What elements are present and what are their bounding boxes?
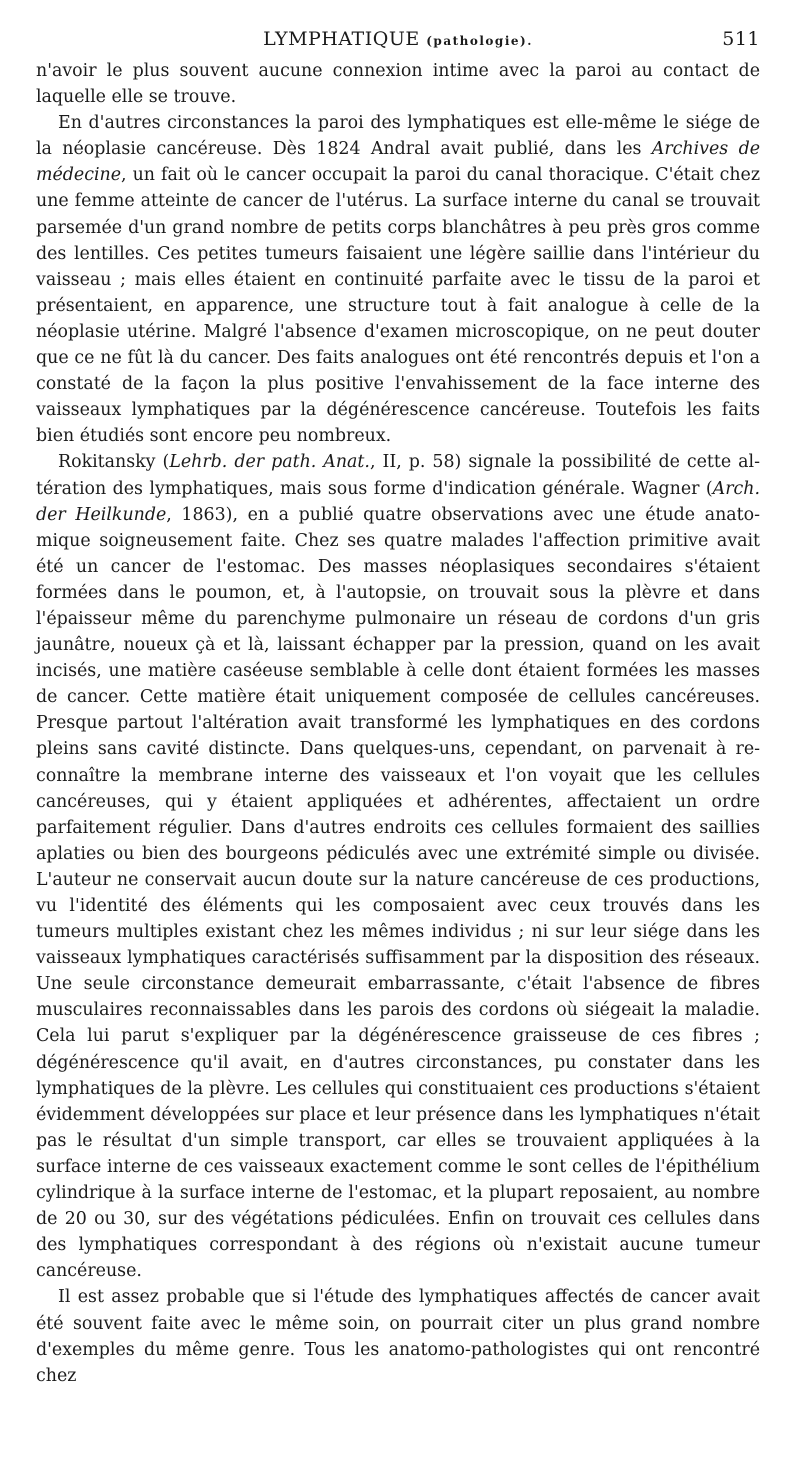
running-title: [36, 28, 760, 50]
book-page: [36, 28, 760, 1389]
text-run: Il est assez probable que si l'étude des lymphatiques affectés de cancer avait été souvent faite avec le même soin, on pourrait citer un plus grand nombre d'exemples du même genre. Tous les anatomo-pathologistes qui ont rencontré chez: [36, 1287, 760, 1386]
header-title: LYMPHATIQUE: [263, 28, 420, 50]
paragraph: [36, 110, 760, 449]
text-run: n'avoir le plus souvent aucune connexion intime avec la paroi au contact de laquelle elle se trouve.: [36, 61, 760, 108]
text-run: Rokitansky (: [58, 452, 170, 473]
italic-citation: Arch. der Heilkunde: [36, 478, 760, 525]
paragraph: [36, 449, 760, 1284]
italic-citation: Lehrb. der path. Anat.: [169, 452, 370, 473]
italic-citation: Archives de médecine: [36, 139, 760, 186]
text-run: , II, p. 58) signale la possibilité de cette altération des lymphatiques, mais sous forme d'indication générale. Wagner (: [36, 452, 761, 499]
paragraph: [36, 1284, 760, 1388]
page-number: 511: [722, 28, 760, 50]
header-subtitle: (pathologie).: [426, 34, 533, 48]
text-run: , 1863), en a publié quatre observations avec une étude anatomique soigneusement faite. Chez ses quatre malades l'affection primitive avait été un cancer de l'estomac. Des masses néoplasiques secondaires s'étaient formées dans le poumon, et, à l'autopsie, on trouvait sous la plèvre et dans l'épaisseur même du parenchyme pulmonaire un réseau de cordons d'un gris jaunâtre, noueux çà et là, laissant échapper par la pression, quand on les avait incisés, une matière caséeuse semblable à celle dont étaient formées les masses de cancer. Cette matière était uniquement composée de cellules cancéreuses. Presque partout l'altération avait transformé les lymphatiques en des cordons pleins sans cavité distincte. Dans quelques-uns, cependant, on parvenait à reconnaître la membrane interne des vaisseaux et l'on voyait que les cellules cancéreuses, qui y étaient appliquées et adhérentes, affectaient un ordre parfaitement régulier. Dans d'autres endroits ces cellules formaient des saillies aplaties ou bien des bourgeons pédiculés avec une extrémité simple ou divisée. L'auteur ne conservait aucun doute sur la nature cancéreuse de ces productions, vu l'identité des éléments qui les composaient avec ceux trouvés dans les tumeurs multiples existant chez les mêmes individus ; ni sur leur siége dans les vaisseaux lymphatiques caractérisés suffisamment par la disposition des réseaux. Une seule circonstance demeurait embarrassante, c'était l'absence de fibres musculaires reconnaissables dans les parois des cordons où siégeait la maladie. Cela lui parut s'expliquer par la dégénérescence graisseuse de ces fibres ; dégénérescence qu'il avait, en d'autres circonstances, pu constater dans les lymphatiques de la plèvre. Les cellules qui constituaient ces productions s'étaient évidemment développées sur place et leur présence dans les lymphatiques n'était pas le résultat d'un simple transport, car elles se trouvaient appliquées à la surface interne de ces vaisseaux exactement comme le sont celles de l'épithélium cylindrique à la surface interne de l'estomac, et la plupart reposaient, au nombre de 20 ou 30, sur des végétations pédiculées. Enfin on trouvait ces cellules dans des lymphatiques correspondant à des régions où n'existait aucune tumeur cancéreuse.: [36, 504, 760, 1282]
body-text: [36, 58, 760, 1389]
running-head: [36, 28, 760, 58]
text-run: En d'autres circonstances la paroi des lymphatiques est elle-même le siége de la néoplasie cancéreuse. Dès 1824 Andral avait publié, dans les: [36, 113, 760, 160]
paragraph: [36, 58, 760, 110]
text-run: , un fait où le cancer occupait la paroi du canal thoracique. C'était chez une femme atteinte de cancer de l'utérus. La surface interne du canal se trouvait parsemée d'un grand nombre de petits corps blanchâtres à peu près gros comme des lentilles. Ces petites tumeurs faisaient une légère saillie dans l'intérieur du vaisseau ; mais elles étaient en continuité parfaite avec le tissu de la paroi et présentaient, en apparence, une structure tout à fait analogue à celle de la néoplasie utérine. Malgré l'absence d'examen microscopique, on ne peut douter que ce ne fût là du cancer. Des faits analogues ont été rencontrés depuis et l'on a constaté de la façon la plus positive l'envahissement de la face interne des vaisseaux lymphatiques par la dégénérescence cancéreuse. Toutefois les faits bien étudiés sont encore peu nombreux.: [36, 165, 760, 447]
